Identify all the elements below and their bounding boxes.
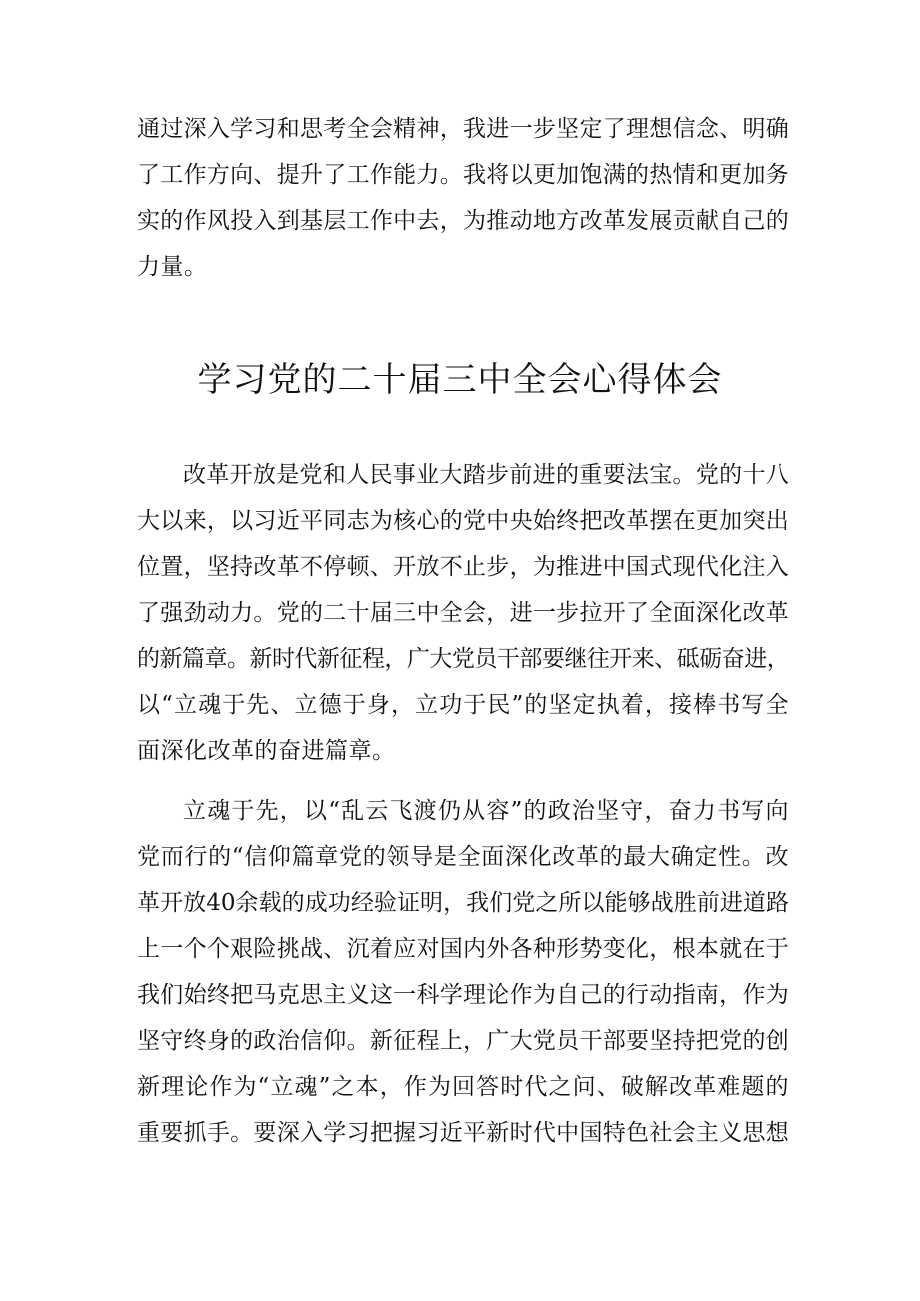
text-line: 了强劲动力。党的二十届三中全会，进一步拉开了全面深化改革 [137,600,789,626]
body-paragraph-2 [137,788,789,1156]
text-line: 通过深入学习和思考全会精神，我进一步坚定了理想信念、明确 [137,116,789,142]
text-line: 改革开放是党和人民事业大踏步前进的重要法宝。党的十八 [183,462,789,488]
text-line: 的新篇章。新时代新征程，广大党员干部要继往开来、砥砺奋进， [137,646,789,672]
text-line: 力量。 [137,254,208,280]
text-line: 坚守终身的政治信仰。新征程上，广大党员干部要坚持把党的创 [137,1028,789,1054]
text-line: 位置，坚持改革不停顿、开放不止步，为推进中国式现代化注入 [137,554,789,580]
text-line: 大以来，以习近平同志为核心的党中央始终把改革摆在更加突出 [137,508,789,534]
text-line: 我们始终把马克思主义这一科学理论作为自己的行动指南，作为 [137,982,789,1008]
text-line: 革开放40余载的成功经验证明，我们党之所以能够战胜前进道路 [137,890,789,916]
intro-paragraph [137,106,789,290]
text-line: 党而行的“信仰篇章党的领导是全面深化改革的最大确定性。改 [137,844,789,870]
text-line: 实的作风投入到基层工作中去，为推动地方改革发展贡献自己的 [137,208,789,234]
document-title: 学习党的二十届三中全会心得体会 [197,360,723,400]
text-line: 上一个个艰险挑战、沉着应对国内外各种形势变化，根本就在于 [137,936,789,962]
text-line: 面深化改革的奋进篇章。 [137,738,396,764]
text-line: 以“立魂于先、立德于身，立功于民”的坚定执着，接棒书写全 [137,692,789,718]
text-line: 了工作方向、提升了工作能力。我将以更加饱满的热情和更加务 [137,162,789,188]
text-line: 立魂于先，以“乱云飞渡仍从容”的政治坚守，奋力书写向 [183,798,789,824]
text-line: 重要抓手。要深入学习把握习近平新时代中国特色社会主义思想 [137,1120,789,1146]
body-paragraph-1 [137,452,789,774]
text-line: 新理论作为“立魂”之本，作为回答时代之问、破解改革难题的 [137,1074,789,1100]
